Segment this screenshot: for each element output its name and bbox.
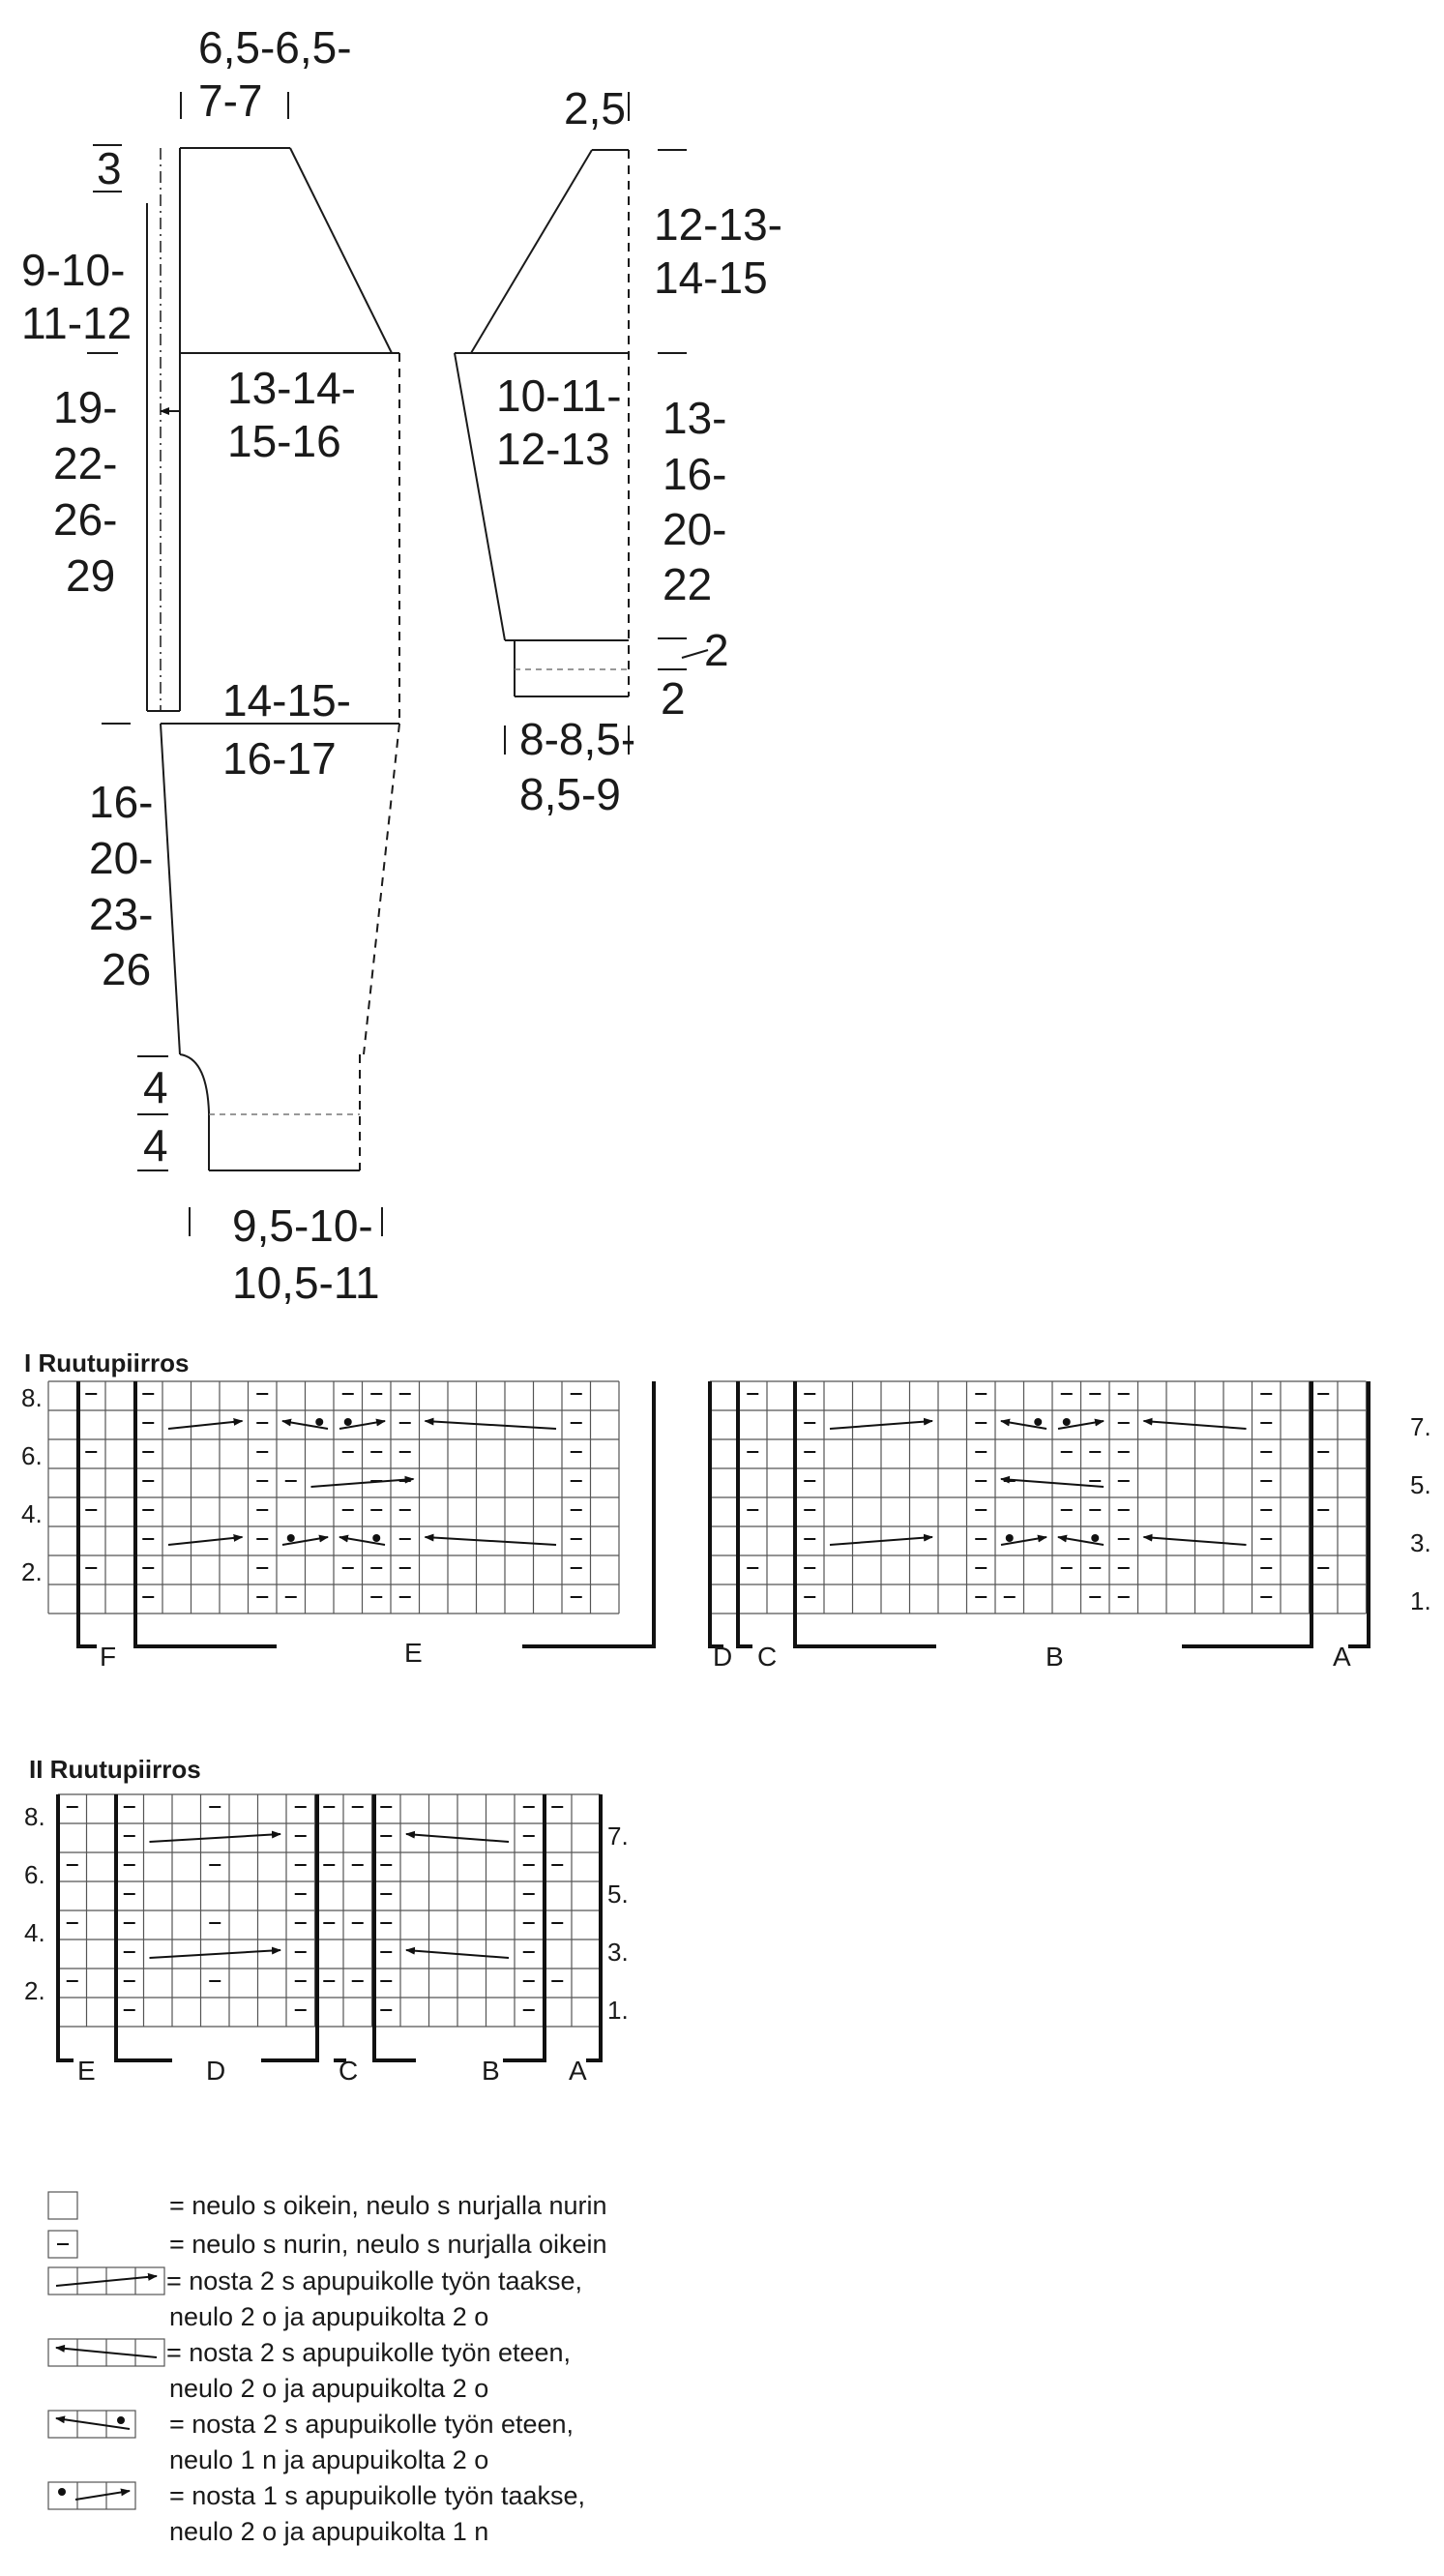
legend (48, 2191, 607, 2546)
row-number: 6. (21, 1441, 43, 1470)
repeat-label: A (1333, 1642, 1351, 1672)
row-number: 2. (24, 1976, 45, 2005)
cable-left-dot-icon (48, 2411, 135, 2438)
legend-text: neulo 2 o ja apupuikolta 2 o (169, 2302, 489, 2331)
shoulder-label: 2,5 (564, 83, 626, 133)
repeat-label: C (757, 1642, 778, 1672)
row-number: 8. (21, 1383, 43, 1412)
repeat-label: D (713, 1642, 733, 1672)
cable-arrow (426, 1421, 557, 1429)
repeat-label: D (206, 2056, 226, 2086)
row-number: 8. (24, 1802, 45, 1831)
chart1-right-grid (710, 1381, 1367, 1614)
cable-arrow (168, 1537, 243, 1545)
lower-length-label: 23- (89, 889, 154, 939)
dot-symbol (1006, 1534, 1014, 1542)
row-number: 7. (1410, 1412, 1431, 1441)
row-number: 4. (21, 1499, 43, 1528)
row-number: 1. (1410, 1586, 1431, 1615)
cable-arrow (150, 1950, 281, 1958)
lower-length-label: 16- (89, 777, 154, 827)
legend-text: = neulo s nurin, neulo s nurjalla oikein (169, 2230, 607, 2259)
legend-text: = nosta 2 s apupuikolle työn eteen, (166, 2338, 572, 2367)
upper-width-label: 15-16 (227, 416, 341, 466)
yoke-length-label: 26- (53, 494, 118, 545)
dot-symbol (315, 1418, 323, 1426)
repeat-label: C (339, 2056, 359, 2086)
row-number: 5. (607, 1880, 629, 1909)
cuff-width-label: 8-8,5- (519, 714, 636, 764)
cable-right-2-2-icon (48, 2267, 164, 2295)
dot-symbol (1091, 1534, 1099, 1542)
neck-width-label: 6,5-6,5- (198, 22, 352, 73)
chart2-grid (58, 1794, 601, 2027)
top-edge-label: 3 (97, 143, 122, 193)
dot-symbol (1034, 1418, 1042, 1426)
dot-symbol (344, 1418, 352, 1426)
legend-text: = neulo s oikein, neulo s nurjalla nurin (169, 2191, 607, 2220)
rib-bottom-label: 4 (143, 1120, 168, 1170)
dot-symbol (372, 1534, 380, 1542)
chart1-repeat-brackets (78, 1381, 1369, 1646)
armhole-label: 11-12 (21, 298, 133, 348)
cable-arrow (150, 1834, 281, 1842)
sleeve-cap-label: 12-13- (654, 199, 782, 250)
empty-square-icon (48, 2192, 77, 2219)
lower-length-label: 26 (102, 944, 152, 994)
legend-text: = nosta 2 s apupuikolle työn eteen, (169, 2410, 575, 2439)
upper-width-label: 13-14- (227, 363, 356, 413)
sleeve-length-label: 22 (663, 559, 713, 609)
cuff-top-label: 2 (704, 625, 729, 675)
body-schematic (147, 148, 399, 1170)
chart2-repeat-brackets (58, 1794, 601, 2060)
row-number: 4. (24, 1918, 45, 1947)
dot-symbol (287, 1534, 295, 1542)
yoke-length-label: 22- (53, 438, 118, 489)
repeat-label: B (482, 2056, 500, 2086)
legend-text: = nosta 1 s apupuikolle työn taakse, (169, 2481, 586, 2510)
sleeve-length-label: 13- (663, 393, 727, 443)
dimension-labels (21, 22, 782, 1308)
lower-width-label: 16-17 (222, 733, 337, 784)
cable-left-2-2-icon (48, 2339, 164, 2366)
repeat-label: E (77, 2056, 96, 2086)
neck-width-label: 7-7 (198, 75, 263, 126)
legend-text: neulo 1 n ja apupuikolta 2 o (169, 2445, 489, 2474)
row-number: 3. (607, 1938, 629, 1967)
cable-arrow (168, 1421, 243, 1429)
chart1-title: I Ruutupiirros (24, 1348, 190, 1377)
rib-top-label: 4 (143, 1062, 168, 1112)
row-number: 1. (607, 1996, 629, 2025)
legend-text: neulo 2 o ja apupuikolta 1 n (169, 2517, 489, 2546)
repeat-label: B (1046, 1642, 1064, 1672)
sleeve-top-width-label: 12-13 (496, 424, 610, 474)
row-number: 3. (1410, 1528, 1431, 1557)
lower-length-label: 20- (89, 833, 154, 883)
row-number: 2. (21, 1557, 43, 1586)
row-number: 6. (24, 1860, 45, 1889)
bottom-width-label: 10,5-11 (232, 1258, 380, 1308)
sleeve-length-label: 20- (663, 504, 727, 554)
repeat-label: A (569, 2056, 587, 2086)
chart2-title: II Ruutupiirros (29, 1755, 201, 1784)
cuff-bottom-label: 2 (661, 673, 686, 724)
row-number: 7. (607, 1821, 629, 1851)
yoke-length-label: 29 (66, 550, 116, 601)
sleeve-length-label: 16- (663, 449, 727, 499)
armhole-label: 9-10- (21, 245, 126, 295)
cuff-width-label: 8,5-9 (519, 769, 621, 819)
sleeve-cap-label: 14-15 (654, 252, 768, 303)
bottom-width-label: 9,5-10- (232, 1200, 373, 1251)
lower-width-label: 14-15- (222, 675, 351, 725)
yoke-length-label: 19- (53, 382, 118, 432)
legend-text: = nosta 2 s apupuikolle työn taakse, (166, 2266, 583, 2295)
repeat-label: E (404, 1638, 423, 1668)
row-number: 5. (1410, 1470, 1431, 1499)
cable-arrow (426, 1537, 557, 1545)
legend-text: neulo 2 o ja apupuikolta 2 o (169, 2374, 489, 2403)
repeat-label: F (100, 1642, 117, 1672)
cable-right-dot-icon (48, 2482, 135, 2509)
sleeve-top-width-label: 10-11- (496, 370, 622, 421)
dot-symbol (1063, 1418, 1071, 1426)
